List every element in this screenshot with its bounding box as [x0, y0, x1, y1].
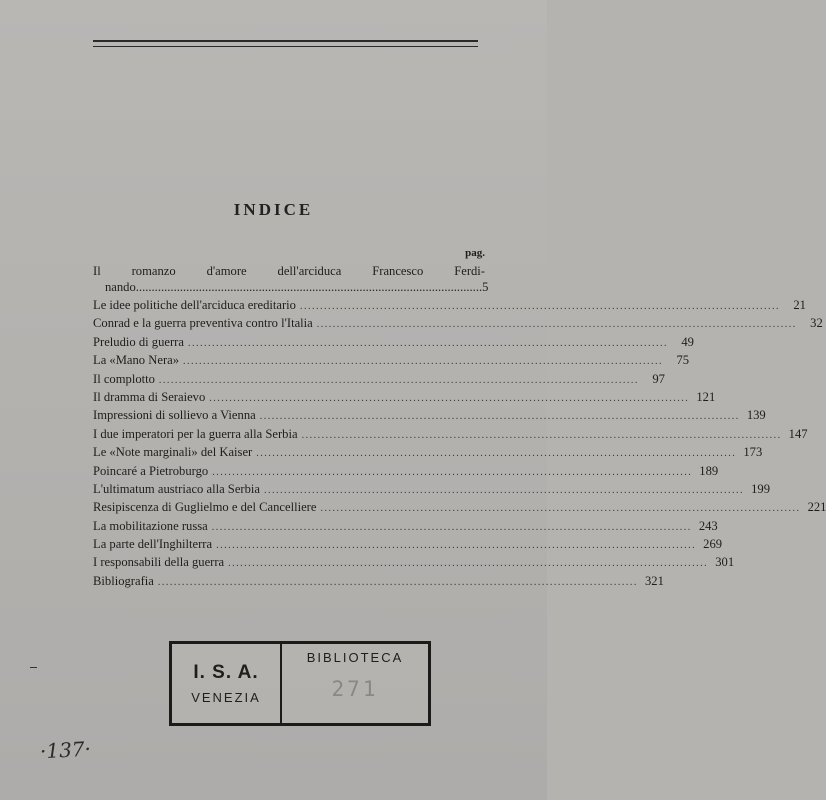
- dot-leader: ........................................................................................................................: [212, 466, 693, 478]
- toc-entry: [93, 425, 808, 443]
- dot-leader: ........................................................................................................................: [228, 558, 709, 570]
- toc-page-number: 5: [482, 280, 489, 294]
- toc-page-number: 32: [810, 316, 823, 331]
- stamp-institution: I. S. A.: [193, 662, 259, 683]
- toc-entry: [93, 462, 719, 480]
- toc-entry-title: Conrad e la guerra preventiva contro l'Italia: [93, 316, 313, 331]
- toc-entry-title: Preludio di guerra: [93, 334, 184, 349]
- top-rule-thin: [93, 46, 478, 47]
- toc-entry: [93, 406, 766, 424]
- table-of-contents: [93, 263, 826, 590]
- toc-entry: [93, 263, 489, 296]
- toc-entry: [93, 314, 823, 332]
- library-stamp: [169, 641, 431, 726]
- dot-leader: ........................................................................................................................: [320, 503, 801, 515]
- toc-page-number: 49: [681, 334, 694, 349]
- dot-leader: ........................................................................................................................: [216, 540, 697, 552]
- toc-entry-title: Le idee politiche dell'arciduca ereditario: [93, 298, 296, 312]
- toc-entry: [93, 553, 735, 571]
- toc-page-number: 189: [699, 463, 719, 478]
- toc-entry: [93, 333, 694, 351]
- dot-leader: ........................................................................................................................: [209, 392, 690, 404]
- toc-entry-title: La parte dell'Inghilterra: [93, 537, 213, 552]
- toc-page-number: 173: [743, 445, 763, 460]
- toc-entry: [93, 351, 690, 369]
- toc-entry-title: La mobilitazione russa: [93, 518, 208, 533]
- margin-mark: [30, 667, 37, 668]
- toc-page-number: 221: [807, 500, 826, 515]
- page-column-label: pag.: [465, 247, 485, 259]
- handwritten-shelf-number: ·137·: [39, 736, 92, 764]
- toc-entry-title: Le «Note marginali» del Kaiser: [93, 445, 253, 460]
- toc-page-number: 301: [715, 555, 735, 570]
- toc-entry-title-line1: Il romanzo d'amore dell'arciduca Francesco Ferdi-: [93, 264, 485, 278]
- dot-leader: ........................................................................................................................: [256, 448, 737, 460]
- toc-page-number: 243: [698, 518, 718, 533]
- stamp-library-label: BIBLIOTECA: [306, 650, 404, 665]
- toc-entry-title: Bibliografia: [93, 573, 154, 588]
- toc-entry-title: Il complotto: [93, 371, 155, 386]
- toc-entry-title: Il dramma di Seraievo: [93, 389, 206, 404]
- toc-page-number: 121: [696, 389, 716, 404]
- stamp-catalog-number: 271: [331, 677, 379, 701]
- toc-page-number: 147: [788, 426, 808, 441]
- toc-entry-title: L'ultimatum austriaco alla Serbia: [93, 481, 260, 496]
- toc-entry: [93, 443, 763, 461]
- dot-leader: ........................................................................................................................: [299, 301, 780, 312]
- toc-page-number: 75: [676, 353, 690, 368]
- dot-leader: ..............................................................................................................: [135, 280, 483, 294]
- dot-leader: ........................................................................................................................: [158, 374, 639, 386]
- toc-entry: [93, 388, 716, 406]
- dot-leader: ........................................................................................................................: [157, 576, 638, 588]
- toc-entry: [93, 498, 826, 516]
- toc-entry-title: I due imperatori per la guerra alla Serbia: [93, 426, 298, 441]
- toc-entry: [93, 370, 665, 388]
- toc-entry: [93, 517, 718, 535]
- toc-entry-title-line2: nando: [105, 280, 136, 294]
- dot-leader: ........................................................................................................................: [263, 484, 744, 496]
- toc-entry-title: Resipiscenza di Guglielmo e del Cancelliere: [93, 500, 317, 515]
- toc-entry-title: Impressioni di sollievo a Vienna: [93, 408, 256, 423]
- toc-page-number: 97: [652, 371, 665, 386]
- dot-leader: ........................................................................................................................: [211, 521, 692, 533]
- toc-page-number: 321: [644, 573, 664, 588]
- toc-page-number: 269: [703, 537, 723, 552]
- dot-leader: ........................................................................................................................: [316, 319, 797, 331]
- dot-leader: ........................................................................................................................: [183, 356, 664, 368]
- toc-entry-title: La «Mano Nera»: [93, 353, 180, 368]
- toc-page-number: 21: [793, 298, 806, 312]
- toc-page-number: 139: [746, 408, 766, 423]
- toc-entry: [93, 480, 770, 498]
- toc-entry-title: I responsabili della guerra: [93, 555, 225, 570]
- top-rule-thick: [93, 40, 478, 42]
- toc-entry: [93, 572, 664, 590]
- toc-entry: [93, 535, 723, 553]
- index-heading: INDICE: [233, 200, 314, 219]
- stamp-city: VENEZIA: [191, 690, 261, 705]
- dot-leader: ........................................................................................................................: [187, 337, 668, 349]
- dot-leader: ........................................................................................................................: [259, 411, 740, 423]
- toc-entry: [93, 296, 806, 314]
- toc-page-number: 199: [751, 481, 770, 496]
- toc-entry-title: Poincaré a Pietroburgo: [93, 463, 209, 478]
- dot-leader: ........................................................................................................................: [301, 429, 782, 441]
